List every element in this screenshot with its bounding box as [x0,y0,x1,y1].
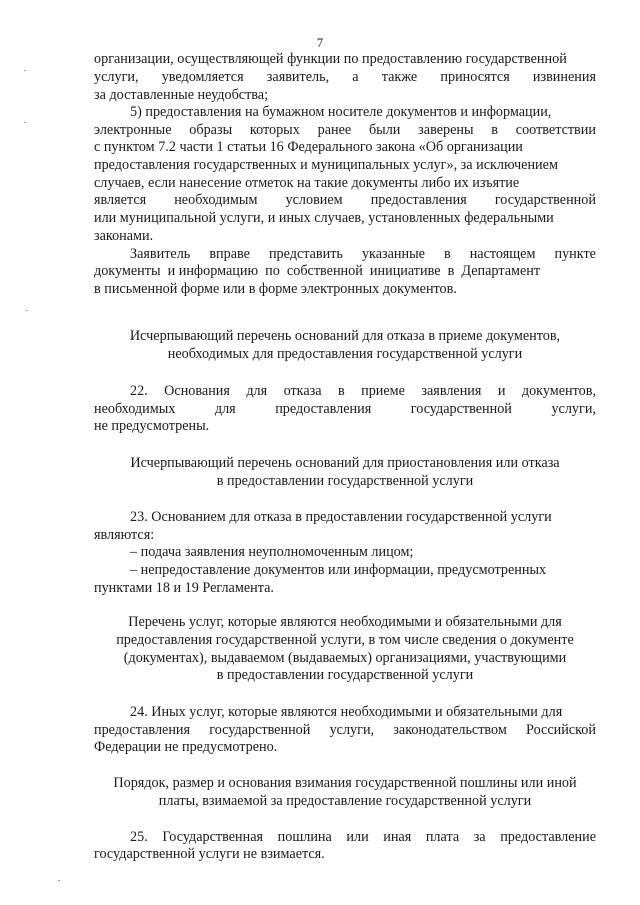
word: необходимых [94,401,176,417]
word: в [337,383,345,399]
section-heading-line: необходимых для предоставления государственной услуги [167,346,523,362]
paragraph-line: с пунктом 7.2 части 1 статьи 16 Федерального закона «Об организации [94,139,523,155]
word: иная [383,829,412,845]
paragraph-line-justified [94,122,596,139]
paragraph-line: в письменной форме или в форме электронных документов. [94,281,457,297]
word: и [497,383,506,399]
section-heading-line: предоставления государственной услуги, в том числе сведения о документе [116,632,574,648]
paragraph-line: законами. [94,228,154,244]
paragraph-line: документы и информацию по собственной инициативе в Департамент [94,263,541,279]
word: услуги, [551,401,596,417]
page-number: 7 [316,36,324,50]
word: приеме [361,383,405,399]
section-heading-line: в предоставлении государственной услуги [216,473,474,489]
word: предоставления [94,722,191,738]
list-item-continuation: пунктами 18 и 19 Регламента. [94,580,274,596]
word: отказа [283,383,322,399]
list-item: – непредоставление документов или информации, предусмотренных [130,562,547,578]
word: а [352,69,359,85]
list-item: – подача заявления неуполномоченным лицом; [130,544,414,560]
word: является [94,192,147,208]
word: в [443,246,451,262]
word: предоставления [275,401,372,417]
paragraph-line: случаев, если нанесение отметок на такие документы либо их изъятие [94,175,520,191]
word: 22. [130,383,148,399]
word: вправе [209,246,250,262]
word: документов, [521,383,596,399]
paragraph-line-justified [94,401,596,418]
paragraph-line: 23. Основанием для отказа в предоставлении государственной услуги [130,509,552,525]
paragraph-line-justified [94,192,596,209]
section-heading-line: Исчерпывающий перечень оснований для отказа в приеме документов, [129,328,561,344]
word: для [246,383,268,399]
word: Заявитель [130,246,191,262]
word: заявитель, [266,69,330,85]
paragraph-line: являются: [94,527,155,543]
word: пункте [554,246,596,262]
word: услуги, [94,69,139,85]
paragraph-line-justified [130,383,596,400]
word: пошлина [277,829,332,845]
paragraph-line-justified [94,69,596,86]
word: представить [268,246,343,262]
word: законодательством [393,722,507,738]
paragraph-line: предоставления государственных и муниципальных услуг», за исключением [94,157,558,173]
word: для [214,401,236,417]
paragraph-line: 5) предоставления на бумажном носителе документов и информации, [130,104,552,120]
paragraph-line-justified [94,722,596,739]
paragraph-line: за доставленные неудобства; [94,87,269,103]
word: государственной [410,401,512,417]
word: Основания [164,383,230,399]
word: также [381,69,418,85]
word: уведомляется [161,69,244,85]
word: образы [189,122,233,138]
word: условием [285,192,343,208]
paragraph-line: не предусмотрены. [94,418,210,434]
scan-speck [58,880,60,881]
word: настоящем [469,246,536,262]
section-heading-line: в предоставлении государственной услуги [216,667,474,683]
scan-speck [26,310,28,311]
section-heading-line: Порядок, размер и основания взимания государственной пошлины или иной [113,775,577,791]
word: электронные [94,122,172,138]
word: предоставление [500,829,596,845]
word: соответствии [515,122,596,138]
section-heading-line: Перечень услуг, которые являются необходимыми и обязательными для [128,614,562,630]
word: услуги, [329,722,375,738]
word: Государственная [162,829,264,845]
word: в [491,122,498,138]
section-heading-line: платы, взимаемой за предоставление государственной услуги [158,793,532,809]
paragraph-line: организации, осуществляющей функции по предоставлению государственной [94,51,567,67]
word: 25. [130,829,148,845]
word: были [368,122,401,138]
word: которых [249,122,300,138]
paragraph-line: или муниципальной услуги, и иных случаев, установленных федеральными [94,210,554,226]
word: приносятся [440,69,510,85]
word: заявления [421,383,482,399]
paragraph-line: 24. Иных услуг, которые являются необходимыми и обязательными для [130,704,563,720]
paragraph-line-justified [130,246,596,263]
word: за [473,829,486,845]
paragraph-line: государственной услуги не взимается. [94,846,325,862]
word: заверены [418,122,474,138]
paragraph-line: Федерации не предусмотрено. [94,739,278,755]
scan-speck [24,70,26,71]
word: необходимым [174,192,258,208]
word: указанные [361,246,425,262]
word: или [346,829,369,845]
word: государственной [209,722,311,738]
word: извинения [532,69,596,85]
word: ранее [317,122,352,138]
section-heading-line: (документах), выдаваемом (выдаваемых) организациями, участвующими [123,650,567,666]
word: государственной [494,192,596,208]
scan-speck [24,122,26,123]
word: плата [425,829,460,845]
word: Российской [526,722,596,738]
word: предоставления [370,192,467,208]
paragraph-line-justified [130,829,596,846]
section-heading-line: Исчерпывающий перечень оснований для приостановления или отказа [130,455,560,471]
